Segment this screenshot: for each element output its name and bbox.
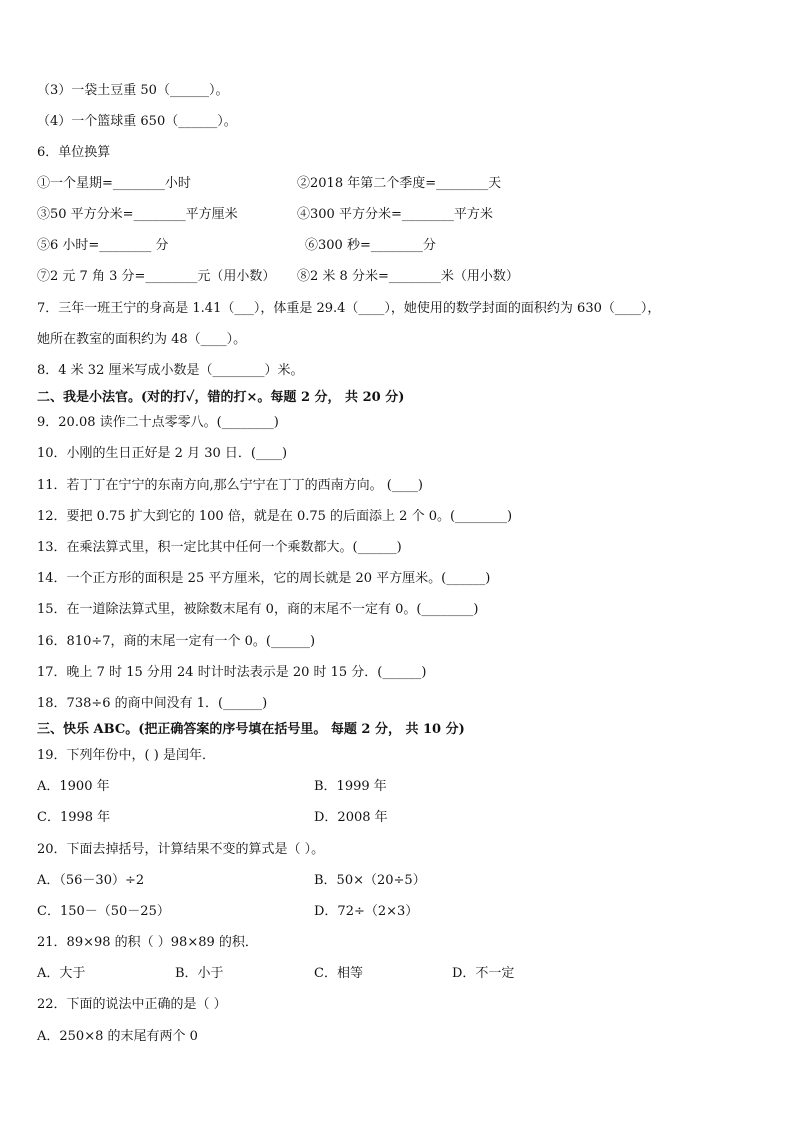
q14: 14．一个正方形的面积是 25 平方厘米，它的周长就是 20 平方厘米。(______) — [37, 571, 491, 586]
q22-option-a: A．250×8 的末尾有两个 0 — [37, 1029, 198, 1044]
q7-line-1: 7．三年一班王宁的身高是 1.41（___），体重是 29.4（____），她使用的数学封面的面积约为 630（____）， — [37, 301, 661, 316]
q15: 15．在一道除法算式里，被除数末尾有 0，商的末尾不一定有 0。(________) — [37, 602, 479, 617]
q19: 19．下列年份中，( ) 是闰年． — [37, 748, 215, 763]
q6-item-6: ⑥300 秒=________分 — [305, 238, 436, 253]
q8: 8．4 米 32 厘米写成小数是（________）米。 — [37, 363, 304, 378]
q20-option-a: A．（56－30）÷2 — [37, 873, 145, 888]
q21-option-a: A．大于 — [37, 966, 86, 981]
q21-option-c: C．相等 — [314, 966, 363, 981]
q13: 13．在乘法算式里，积一定比其中任何一个乘数都大。(______) — [37, 540, 402, 555]
q6-item-3: ③50 平方分米=________平方厘米 — [37, 207, 238, 222]
q6-item-7: ⑦2 元 7 角 3 分=________元（用小数） — [37, 269, 276, 284]
q20: 20．下面去掉括号，计算结果不变的算式是（ ）。 — [37, 842, 325, 857]
q21: 21．89×98 的积（ ）98×89 的积． — [37, 935, 258, 950]
q5-item-4: （4）一个篮球重 650（______）。 — [37, 114, 237, 129]
q6-item-1: ①一个星期=________小时 — [37, 176, 191, 191]
q6-item-8: ⑧2 米 8 分米=________米（用小数） — [297, 269, 519, 284]
q6-item-4: ④300 平方分米=________平方米 — [297, 207, 493, 222]
q6-item-2: ②2018 年第二个季度=________天 — [297, 176, 502, 191]
q12: 12．要把 0.75 扩大到它的 100 倍，就是在 0.75 的后面添上 2 个 0。(________) — [37, 509, 513, 524]
q22: 22．下面的说法中正确的是（ ） — [37, 997, 227, 1012]
q18: 18．738÷6 的商中间没有 1．(______) — [37, 696, 268, 711]
q21-option-b: B．小于 — [175, 966, 224, 981]
q20-option-d: D．72÷（2×3） — [314, 904, 419, 919]
section-2-heading: 二、我是小法官。(对的打✓，错的打×。每题 2 分， 共 20 分) — [37, 390, 405, 405]
q19-option-c: C．1998 年 — [37, 810, 111, 825]
q5-item-3: （3）一袋土豆重 50（______）。 — [37, 83, 229, 98]
q19-option-b: B．1999 年 — [314, 779, 387, 794]
q21-option-d: D．不一定 — [452, 966, 515, 981]
q20-option-c: C．150－（50－25） — [37, 904, 170, 919]
q7-line-2: 她所在教室的面积约为 48（____）。 — [37, 332, 247, 347]
q6-heading: 6．单位换算 — [37, 145, 111, 160]
q16: 16．810÷7，商的末尾一定有一个 0。(______) — [37, 634, 316, 649]
q9: 9．20.08 读作二十点零零八。(________) — [37, 415, 279, 430]
q19-option-a: A．1900 年 — [37, 779, 110, 794]
q6-item-5: ⑤6 小时=________ 分 — [37, 238, 169, 253]
q17: 17．晚上 7 时 15 分用 24 时计时法表示是 20 时 15 分．(______) — [37, 665, 427, 680]
q19-option-d: D．2008 年 — [314, 810, 388, 825]
section-3-heading: 三、快乐 ABC。(把正确答案的序号填在括号里。 每题 2 分， 共 10 分) — [37, 722, 465, 737]
q20-option-b: B．50×（20÷5） — [314, 873, 426, 888]
q11: 11．若丁丁在宁宁的东南方向,那么宁宁在丁丁的西南方向。 (____) — [37, 478, 423, 493]
q10: 10．小刚的生日正好是 2 月 30 日．(____) — [37, 446, 288, 461]
